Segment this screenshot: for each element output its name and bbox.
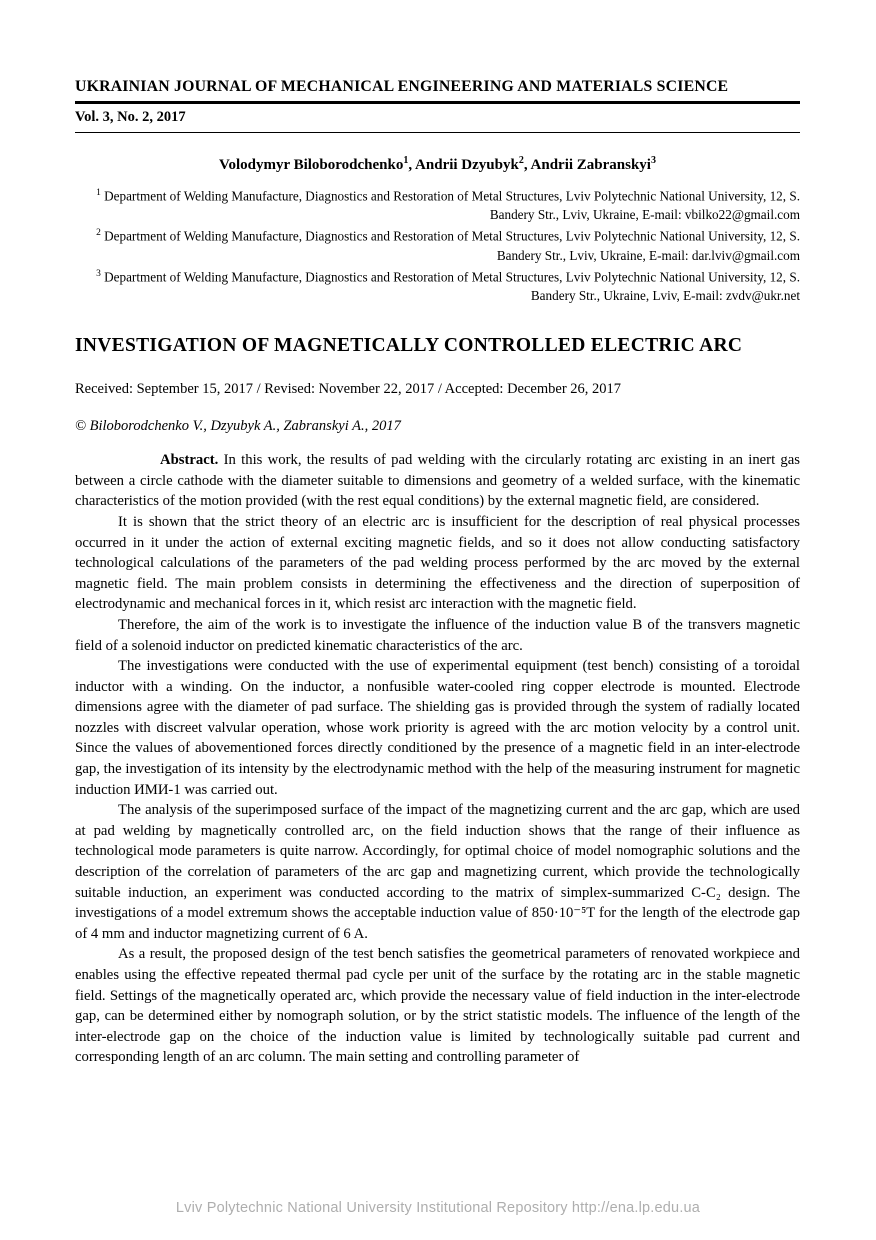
author-superscript: 3 <box>650 155 656 166</box>
volume-issue-line: Vol. 3, No. 2, 2017 <box>75 104 800 133</box>
abstract-paragraph: It is shown that the strict theory of an electric arc is insufficient for the description of real physical processes occurred in it under the action of external exciting magnetic fields, and so it does not allow conducting satisfactory technological calculations of the parameters of the pad welding process performed by the arc moved by the external magnetic field. The main problem consists in determining the effectiveness and the direction of superposition of electrodynamic and mechanical forces in it, which resist arc interaction with the magnetic field. <box>75 513 800 613</box>
author-name: Andrii Zabranskyi <box>530 157 651 173</box>
affiliation-text: Department of Welding Manufacture, Diagnostics and Restoration of Metal Structures, Lviv Polytechnic National University, 12, S. Bandery Str., Lviv, Ukraine, E-mail: vbilko22@gmail.com <box>100 188 800 223</box>
affiliation-line <box>75 184 800 224</box>
author-separator: , <box>408 157 416 173</box>
journal-title: UKRAINIAN JOURNAL OF MECHANICAL ENGINEERING AND MATERIALS SCIENCE <box>75 78 800 104</box>
author-superscript: 2 <box>518 155 524 166</box>
affiliation-superscript: 2 <box>96 228 101 239</box>
abstract-paragraph: The analysis of the superimposed surface of the impact of the magnetizing current and the arc gap, which are used at pad welding by magnetically controlled arc, on the field induction shows that the range of their influence as technological mode parameters is quite narrow. Accordingly, for optimal choice of model nomographic solutions and the description of the correlation of parameters of the arc gap and magnetizing current, which provide the technologically suitable induction, an experiment was conducted according to the matrix of simplex-summarized C-C₂ design. The investigations of a model extremum shows the acceptable induction value of 850·10⁻⁵T for the length of the electrode gap of 4 mm and inductor magnetizing current of 6 A. <box>75 802 800 942</box>
author-name: Andrii Dzyubyk <box>415 157 519 173</box>
affiliation-superscript: 3 <box>96 268 101 279</box>
abstract-paragraph: Therefore, the aim of the work is to investigate the influence of the induction value B of the transvers magnetic field of a solenoid inductor on predicted kinematic characteristics of the arc. <box>75 616 800 654</box>
author-superscript: 1 <box>403 155 409 166</box>
paper-title: INVESTIGATION OF MAGNETICALLY CONTROLLED ELECTRIC ARC <box>75 335 743 357</box>
authors-line <box>75 155 800 174</box>
abstract-section <box>75 450 800 1068</box>
received-revised-accepted-line: Received: September 15, 2017 / Revised: November 22, 2017 / Accepted: December 26, 2017 <box>75 381 622 398</box>
copyright-line: © Biloborodchenko V., Dzyubyk A., Zabranskyi A., 2017 <box>75 418 401 435</box>
author-separator: , <box>523 157 531 173</box>
author-name: Volodymyr Biloborodchenko <box>219 157 404 173</box>
affiliation-superscript: 1 <box>96 188 101 198</box>
affiliation-line <box>75 224 800 264</box>
affiliation-text: Department of Welding Manufacture, Diagnostics and Restoration of Metal Structures, Lviv Polytechnic National University, 12, S. Bandery Str., Ukraine, Lviv, E-mail: zvdv@ukr.net <box>100 269 800 304</box>
abstract-paragraph <box>75 450 800 512</box>
abstract-label: Abstract. <box>160 452 219 469</box>
affiliation-line <box>75 265 800 305</box>
affiliation-text: Department of Welding Manufacture, Diagnostics and Restoration of Metal Structures, Lviv Polytechnic National University, 12, S. Bandery Str., Lviv, Ukraine, E-mail: dar.lviv@gmail.com <box>100 228 800 263</box>
abstract-paragraph: As a result, the proposed design of the test bench satisfies the geometrical parameters of renovated workpiece and enables using the effective repeated thermal pad cycle per unit of the surface by the rotating arc in the stable magnetic field. Settings of the magnetically operated arc, which provide the necessary value of field induction in the inter-electrode gap, can be determined either by nomograph solution, or by the strict statistic models. The influence of the length of the inter-electrode gap on the choice of the induction value is limited by technologically suitable pad current and corresponding length of an arc column. The main setting and controlling parameter of <box>75 946 800 1066</box>
abstract-paragraph: The investigations were conducted with the use of experimental equipment (test bench) consisting of a toroidal inductor with a winding. On the inductor, a nonfusible water-cooled ring copper electrode is mounted. Electrode dimensions agree with the diameter of pad surface. The shielding gas is provided through the system of radially located nozzles with discreet valvular operation, whose work priority is agreed with the arc motion velocity by a control unit. Since the values of abovementioned forces directly conditioned by the presence of a magnetic field in an inter-electrode gap, the investigation of its intensity by the electrodynamic method with the help of the measuring instrument for magnetic induction ИМИ-1 was carried out. <box>75 658 800 798</box>
abstract-paragraph-text: In this work, the results of pad welding with the circularly rotating arc existing in an inert gas between a circle cathode with the diameter suitable to dimensions and geometry of a welded surface, with the kinematic characteristics of the motion provided (with the rest equal conditions) by the external magnetic field, are considered. <box>75 452 801 510</box>
repository-watermark: Lviv Polytechnic National University Institutional Repository http://ena.lp.edu.ua <box>175 1200 701 1216</box>
affiliations-block <box>75 184 800 305</box>
